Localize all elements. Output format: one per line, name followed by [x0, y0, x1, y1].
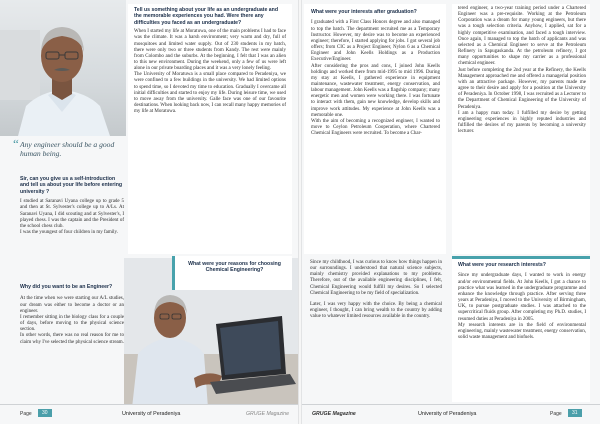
childhood-section: [304, 260, 446, 320]
why-engineer-paragraph: In other words, there was no real reason for me to claim why I've selected the physical science stream.: [20, 333, 124, 345]
why-engineer-paragraph: I remember sitting in the biology class for a couple of days, before moving to the physical science section.: [20, 314, 124, 333]
footer-university: University of Peradeniya: [418, 411, 477, 417]
after-graduation-col2-box: [452, 4, 590, 254]
self-intro-paragraph: I studied at Saranavi Uyana college up to grade 5 and then at St. Sylvester's college up to A/Ls. At Saranavi Uyana, I did scouting and at Sylvester's, I played chess. I was the captain and the President of the school chess club.: [20, 199, 124, 229]
after-graduation-paragraph: With the aim of becoming a recognized engineer, I wanted to move to Ceylon Petroleum Cooperation, where Chartered Chemical Engineers were recruited. To become a Char-: [311, 118, 440, 137]
quote-mark-icon: “: [13, 136, 19, 151]
childhood-paragraph: Later, I was very happy with the choice. By being a chemical engineer, I thought, I can bring wealth to the country by adding value to whatever limited resources available in the country.: [310, 301, 442, 320]
after-graduation-col1: [311, 20, 440, 137]
self-intro-body: [20, 199, 124, 236]
page-gutter: [298, 0, 302, 424]
why-engineer-heading: Why did you want to be an Engineer?: [20, 284, 113, 290]
undergrad-life-section: [128, 4, 292, 254]
quote-text: Any engineer should be a good human being.: [20, 140, 115, 159]
page-label: Page: [550, 411, 562, 417]
research-interests-paragraph: Since my undergraduate days, I wanted to work in energy and/or environmental fields. At John Keells, I got a chance to practice what was learned in the undergraduate programme and enhance the knowledge through practice. After serving three years at Peradeniya, I moved to the University of Birmingham, UK, to pursue postgraduate studies. I was attached to the supercritical fluids group. After completing my Ph.D. studies, I resumed duties at Peradeniya in 2005.: [458, 273, 586, 322]
why-engineer-section: [20, 284, 124, 346]
portrait-photo: [0, 0, 126, 136]
self-intro-paragraph: I was the youngest of four children in my family.: [20, 230, 118, 235]
after-graduation-col2: [452, 4, 590, 135]
self-intro-heading: Sir, can you give us a self-introduction and tell us about your life before entering university ?: [20, 176, 123, 195]
after-graduation-paragraph: Just before completing the 2nd year at the Refinery, the Keells Management approached me and offered a managerial position with an attractive package. However, my parents made me agree to their desire and apply for a position at the University of Peradeniya. In October 1998, I was recruited as a Lecturer to the Department of Chemical Engineering of the University of Peradeniya.: [458, 67, 586, 110]
after-graduation-paragraph: I am a happy man today. I fulfilled my desire by getting engineering experiences in highly reputed industries and fulfilled the desires of my parents by becoming a university lecturer.: [458, 110, 586, 135]
right-page: [300, 0, 600, 424]
after-graduation-heading: What were your interests after graduation?: [311, 9, 417, 15]
after-graduation-paragraph: tered engineer, a two-year training period under a Chartered Engineer was a pre-requisite. Working at the Petroleum Corporation was a dream for many young engineers, but there was a tough selection criteria. Anyhow, I applied, sat for a highly competitive examination, and faced a tough interview. Once again, I managed to top the batch of applicants and was selected as a Chemical Engineer to serve at the Petroleum Refinery in Sapugaskanda. At the petroleum refinery, I got many opportunities to shape my carrier as a professional chemical engineer.: [458, 6, 586, 67]
page-number: 31: [568, 409, 582, 417]
page-number: 30: [38, 409, 52, 417]
undergrad-life-heading: Tell us something about your life as an undergraduate and the memorable experiences you had. Were there any difficulties you faced as an undergraduate?: [134, 7, 279, 26]
chem-eng-reasons-heading: What were your reasons for choosing Chemical Engineering?: [188, 261, 281, 274]
research-interests-heading: What were your research interests?: [458, 262, 546, 268]
footer-magazine: GRUGE Magazine: [312, 411, 356, 417]
footer-magazine: GRUGE Magazine: [246, 411, 289, 417]
self-intro-section: [20, 176, 124, 236]
why-engineer-paragraph: At the time when we were starting our A/L studies, our dream was either to become a doctor or an engineer.: [20, 296, 124, 314]
footer-university: University of Peradeniya: [122, 411, 181, 417]
after-graduation-paragraph: I graduated with a First Class Honors degree and also managed to top the batch. The department recruited me as a Temporary Instructor. However, my desire was to become an experienced engineer; therefore, I started applying for jobs. I got several job offers; from CIC as a Project Engineer, Nylon 6 as a Chemical Engineer and John Keells Holdings as a Production Executive/Engineer.: [311, 20, 440, 63]
research-interests-section: [452, 256, 590, 402]
after-graduation-paragraph: After considering the pros and cons, I joined John Keells holdings and worked there from mid-1995 to mid 1996. During my stay at Keells, I gathered experience in equipment maintenance, wastewater treatment, energy conservation, and labour management. John Keells was a flagship company; many energetic men and women were working there. I was fortunate to interact with them, gain new knowledge, develop skills and improve work attitudes. My experience at John Keells was a memorable one.: [311, 63, 440, 118]
page-label: Page: [20, 411, 32, 417]
left-footer: [0, 404, 300, 424]
childhood-paragraph: Since my childhood, I was curious to know how things happen in our surroundings. I understood that natural science subjects, mainly chemistry provided explanations to my problems. Therefore, out of the available engineering disciplines, I felt, Chemical Engineering would fulfill my desires. So I selected Chemical Engineering to be my field of specialization.: [310, 260, 442, 296]
after-graduation-section: [304, 4, 446, 254]
undergrad-life-body: [134, 29, 286, 115]
research-interests-body: [458, 273, 586, 341]
undergrad-life-paragraph: The University of Moratuwa is a small place compared to Peradeniya, we were confined to a few buildings in the university. We had limited options to spend time, so I devoted my time to education. Gradually I overcame all initial difficulties and started to enjoy my life. During leisure time, we used to move away from the university. Galle face was one of our favourite destinations. When looking back now, I can recall many happy memories of my life at Moratuwa.: [134, 72, 286, 115]
pull-quote: [13, 136, 124, 159]
research-interests-paragraph: My research interests are in the field of environmental engineering, mainly wastewater treatment, energy conservation, solid waste management and biofuels.: [458, 322, 586, 340]
chem-eng-reasons-box: [172, 256, 292, 290]
undergrad-life-paragraph: When I started my life at Moratuwa, one of the main problems I had to face was the climate. It was a harsh environment; very warm and dry, full of mosquitoes and limited water supply. Out of 230 students in my batch, there were only two or three students from Kandy. The rest were mainly from Colombo and the suburbs. At the beginning, I felt that I was an alien to this new environment. During the weekend, only a few of us were left alone in our private boarding places and it was a very lonely feeling.: [134, 29, 286, 72]
why-engineer-body: [20, 296, 124, 345]
right-footer: [300, 404, 600, 424]
childhood-body: [304, 260, 446, 320]
